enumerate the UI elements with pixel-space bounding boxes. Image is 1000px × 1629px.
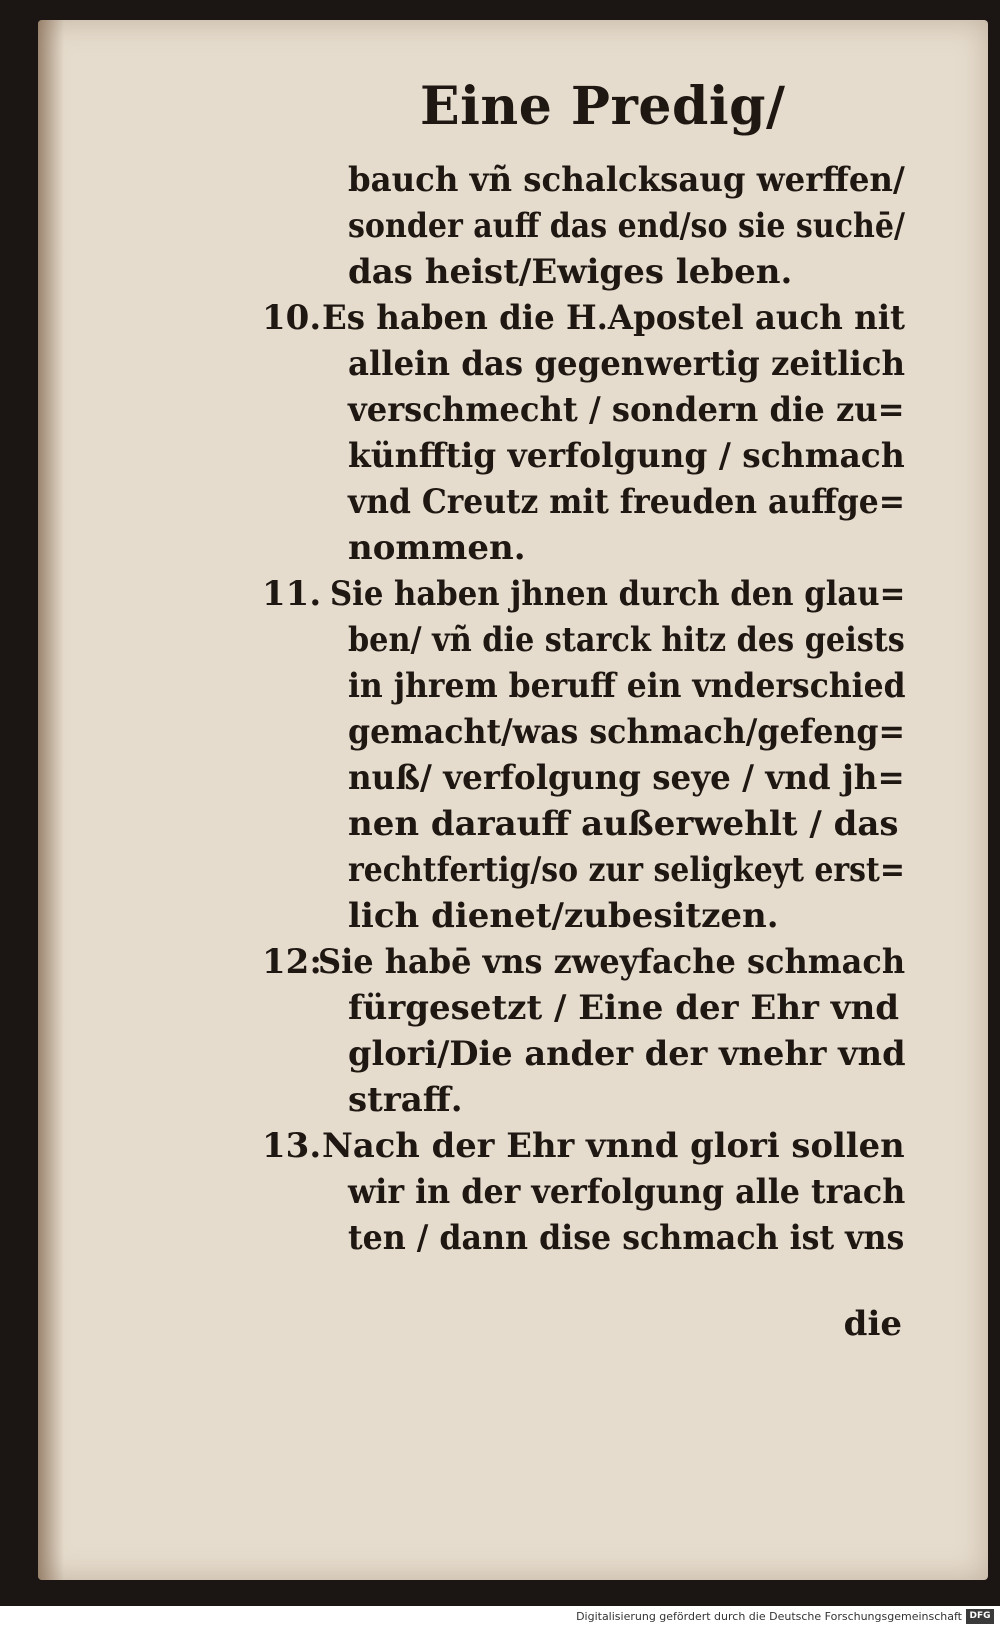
funding-credit: Digitalisierung gefördert durch die Deutsche Forschungsgemeinschaft: [576, 1610, 962, 1623]
text-line: gemacht/was schmach/gefeng=: [348, 712, 906, 752]
dfg-logo: DFG: [966, 1609, 994, 1624]
paragraph-number: 13.: [262, 1126, 322, 1166]
text-line: Sie habē vns zweyfache schmach: [318, 942, 906, 982]
text-line: das heist/Ewiges leben.: [348, 252, 793, 292]
text-line: ben/ vñ die starck hitz des geists: [348, 620, 905, 660]
digitization-footer: [0, 1606, 1000, 1629]
paragraph-number: 10.: [262, 298, 322, 338]
text-line: sonder auff das end/so sie suchē/: [348, 206, 905, 246]
text-line: rechtfertig/so zur seligkeyt erst=: [348, 850, 905, 890]
text-line: lich dienet/zubesitzen.: [348, 896, 779, 936]
text-line: vnd Creutz mit freuden auffge=: [348, 482, 905, 522]
running-head: Eine Predig/: [420, 76, 786, 137]
text-line: nuß/ verfolgung seye / vnd jh=: [348, 758, 905, 798]
paragraph-number: 11.: [262, 574, 322, 614]
text-line: glori/Die ander der vnehr vnd: [348, 1034, 906, 1074]
text-line: fürgesetzt / Eine der Ehr vnd: [348, 988, 900, 1028]
text-line: bauch vñ schalcksaug werffen/: [348, 160, 905, 200]
paragraph-number: 12:: [262, 942, 322, 982]
text-line: ten / dann dise schmach ist vns: [348, 1218, 905, 1258]
text-line: straff.: [348, 1080, 463, 1120]
text-line: nen darauff außerwehlt / das: [348, 804, 899, 844]
text-line: künfftig verfolgung / schmach: [348, 436, 905, 476]
text-line: Sie haben jhnen durch den glau=: [330, 574, 906, 614]
text-line: verschmecht / sondern die zu=: [348, 390, 905, 430]
text-line: wir in der verfolgung alle trach: [348, 1172, 906, 1212]
text-line: allein das gegenwertig zeitlich: [348, 344, 906, 384]
text-line: Es haben die H.Apostel auch nit: [322, 298, 906, 338]
text-line: nommen.: [348, 528, 526, 568]
catchword: die: [843, 1304, 902, 1344]
text-line: in jhrem beruff ein vnderschied: [348, 666, 906, 706]
text-line: Nach der Ehr vnnd glori sollen: [322, 1126, 905, 1166]
page-spine-shadow: [38, 20, 64, 1580]
